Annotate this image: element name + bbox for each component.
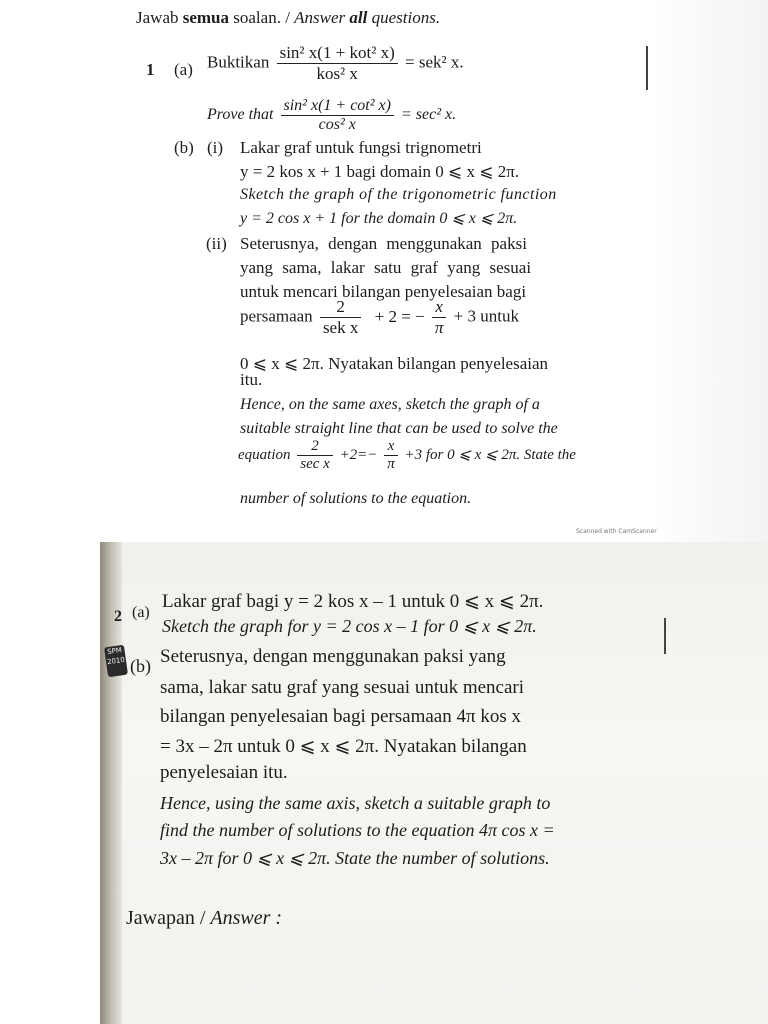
q2b-ms-line5: penyelesaian itu. xyxy=(160,762,288,783)
q2b-label: (b) xyxy=(130,656,151,676)
q1bii-en-fraction-x-over-pi: $\frac{x}{\pi}$ xyxy=(384,438,398,473)
scan-shadow xyxy=(648,0,768,542)
q1bii-ms-line5: 0 ⩽ x ⩽ 2π. Nyatakan bilangan penyelesaian xyxy=(240,354,549,373)
instructions-header: Jawab semua soalan. / Answer all questions. xyxy=(136,8,441,27)
scanner-watermark: Scanned with CamScanner xyxy=(576,528,657,535)
margin-line-top xyxy=(646,46,648,90)
q2a-en: Sketch the graph for y = 2 cos x – 1 for 0 ⩽ x ⩽ 2π. xyxy=(162,616,537,636)
q1bi-en-line2: y = 2 cos x + 1 for the domain 0 ⩽ x ⩽ 2π. xyxy=(240,210,518,227)
spm-2010-badge: SPM 2010 xyxy=(104,645,128,677)
q1bii-ms-fraction-2-over-secx: $\frac{2}{\text{sek x}}$ xyxy=(320,298,361,337)
q1bii-en-line4: number of solutions to the equation. xyxy=(240,490,472,507)
q1-number: 1 xyxy=(146,60,155,79)
q1bii-ms-equation: persamaan $\frac{2}{\text{sek x}}$ + 2 = − $\frac{x}{\pi}$ + 3 untuk xyxy=(240,297,519,337)
q1bii-ms-line6: itu. xyxy=(240,370,263,389)
q1a-en-fraction: $\frac{\text{sin² x(1 + cot² x)}}{\text{cos² x}}$ xyxy=(281,97,394,134)
q1b-label: (b) xyxy=(174,138,194,157)
margin-line-bottom xyxy=(664,618,666,654)
q1bii-ms-fraction-x-over-pi: $\frac{x}{\pi}$ xyxy=(432,298,447,337)
q2b-en-line1: Hence, using the same axis, sketch a suitable graph to xyxy=(160,793,551,813)
q1a-label: (a) xyxy=(174,60,193,79)
q2b-ms-line1: Seterusnya, dengan menggunakan paksi yang xyxy=(160,646,506,667)
q2b-en-line2: find the number of solutions to the equation 4π cos x = xyxy=(160,820,555,840)
q1bi-en-line1: Sketch the graph of the trigonometric function xyxy=(240,186,557,203)
q1a-ms-statement: Buktikan $\frac{\text{sin² x(1 + kot² x)}}{\text{kos² x}}$ = sek² x. xyxy=(207,43,464,83)
q1bi-ms-line1: Lakar graf untuk fungsi trignometri xyxy=(240,138,482,157)
q2a-label: (a) xyxy=(132,604,150,621)
q1bii-en-fraction-2-over-secx: $\frac{2}{\text{sec x}}$ xyxy=(297,438,333,473)
q1bi-ms-line2: y = 2 kos x + 1 bagi domain 0 ⩽ x ⩽ 2π. xyxy=(240,162,520,181)
q1bii-en-equation: equation $\frac{2}{\text{sec x}}$ +2=− $\frac{x}{\pi}$ +3 for 0 ⩽ x ⩽ 2π. State the xyxy=(238,438,576,472)
q1bi-label: (i) xyxy=(207,138,224,157)
q2b-ms-line3: bilangan penyelesaian bagi persamaan 4π kos x xyxy=(160,706,521,727)
answer-label: Jawapan / Answer : xyxy=(126,907,283,929)
q2b-ms-line4: = 3x – 2π untuk 0 ⩽ x ⩽ 2π. Nyatakan bilangan xyxy=(160,736,527,757)
q1bii-en-line2: suitable straight line that can be used to solve the xyxy=(240,420,558,437)
q1a-ms-fraction: $\frac{\text{sin² x(1 + kot² x)}}{\text{kos² x}}$ xyxy=(277,44,398,83)
q1bii-ms-line2: yang sama, lakar satu graf yang sesuai xyxy=(240,258,532,277)
q1bii-en-line1: Hence, on the same axes, sketch the graph of a xyxy=(240,396,540,413)
q2a-ms: Lakar graf bagi y = 2 kos x – 1 untuk 0 ⩽ x ⩽ 2π. xyxy=(162,591,544,612)
q1bii-ms-line3: untuk mencari bilangan penyelesaian bagi xyxy=(240,282,527,301)
q2b-en-line3: 3x – 2π for 0 ⩽ x ⩽ 2π. State the number of solutions. xyxy=(160,848,550,868)
q2-number: 2 xyxy=(114,608,122,625)
q1bii-ms-line1: Seterusnya, dengan menggunakan paksi xyxy=(240,234,527,253)
q1bii-label: (ii) xyxy=(206,234,227,253)
q2b-ms-line2: sama, lakar satu graf yang sesuai untuk mencari xyxy=(160,677,525,698)
q1a-en-statement: Prove that $\frac{\text{sin² x(1 + cot² x)}}{\text{cos² x}}$ = sec² x. xyxy=(207,97,457,133)
